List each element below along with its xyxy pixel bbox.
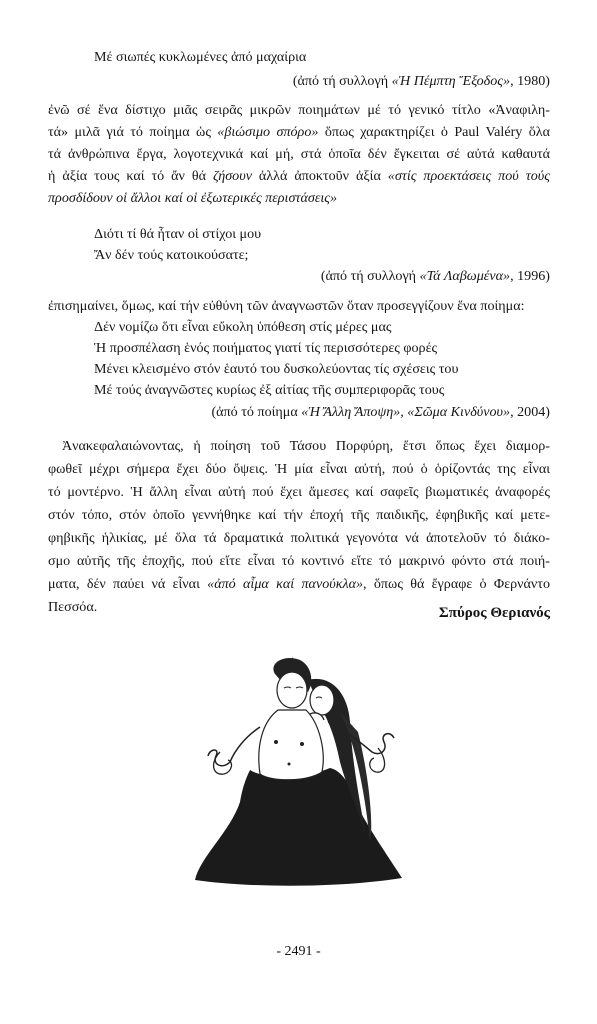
para3-line7: ματα, δέν παύει νά εἶναι «ἀπό αἷμα καί πανούκλα», ὅπως θά ἔγραφε ὁ Φερνάντο	[48, 576, 550, 592]
para1-line2: τά» μιλᾶ γιά τό ποίημα ὡς «βιώσιμο σπόρο» ὅπως χαρακτηρίζει ὁ Paul Valéry ὅλα	[48, 124, 550, 140]
quote2-verse1: Διότι τί θά ἦταν οἱ στίχοι μου	[94, 226, 262, 242]
para3-line1: Ἀνακεφαλαιώνοντας, ἡ ποίηση τοῦ Τάσου Πορφύρη, ἔτσι ὅπως ἔχει διαμορ-	[62, 438, 550, 454]
ink-illustration-two-figures	[190, 652, 405, 887]
para3-line8: Πεσσόα.	[48, 599, 98, 615]
quote3-verse2: Ἡ προσπέλαση ἑνός ποιήματος γιατί τίς περισσότερες φορές	[94, 340, 438, 356]
para1-line4: ἡ ἀξία τους καί τό ἄν θά ζήσουν ἀλλά ἀποκτοῦν ἀξία «στίς προεκτάσεις πού τούς	[48, 168, 550, 184]
para1-line3: τά ἀνθρώπινα ἔργα, λογοτεχνικά καί μή, στά ὁποῖα δέν ἔγκειται σέ αὐτά καθαυτά	[48, 146, 550, 162]
page-number: - 2491 -	[276, 944, 321, 959]
quote1-verse: Μέ σιωπές κυκλωμένες ἀπό μαχαίρια	[94, 49, 307, 65]
quote1-source: (ἀπό τή συλλογή «Ἡ Πέμπτη Ἔξοδος», 1980)	[292, 73, 550, 89]
para1-line5: προσδίδουν οἱ ἄλλοι καί οἱ ἐξωτερικές περιστάσεις»	[48, 190, 338, 206]
para3-line6: σμο αὐτῆς τῆς ἐποχῆς, πού εἴτε εἶναι τό κοντινό εἴτε τό μακρινό φόντο στά ποιή-	[48, 553, 550, 569]
para3-line5: φηβικῆς ἡλικίας, μέ ὅλα τά δραματικά πολιτικά γεγονότα νά ἀποτελοῦν τό διάκο-	[48, 530, 550, 546]
quote2-source: (ἀπό τή συλλογή «Τά Λαβωμένα», 1996)	[320, 268, 550, 284]
author-signature: Σπύρος Θεριανός	[438, 605, 550, 621]
para3-line4: στόν τόπο, στόν ὁποῖο γεννήθηκε καί τήν ἐποχή τῆς παιδικῆς, ἐφηβικῆς καί μετε-	[48, 507, 550, 523]
quote3-source: (ἀπό τό ποίημα «Ἡ Ἄλλη Ἄποψη», «Σῶμα Κινδύνου», 2004)	[211, 404, 550, 420]
quote3-verse1: Δέν νομίζω ὅτι εἶναι εὔκολη ὑπόθεση στίς μέρες μας	[94, 319, 392, 335]
quote3-verse4: Μέ τούς ἀναγνῶστες κυρίως ἐξ αἰτίας τῆς συμπεριφορᾶς τους	[94, 382, 445, 398]
quote3-verse3: Μένει κλεισμένο στόν ἑαυτό του δυσκολεύοντας τίς σχέσεις του	[94, 361, 459, 377]
para1-line1: ἐνῶ σέ ἕνα δίστιχο μιᾶς σειρᾶς μικρῶν ποιημάτων μέ τό γενικό τίτλο «Ἀναφιλη-	[48, 102, 550, 118]
para3-line3: τό μοντέρνο. Ἡ ἄλλη εἶναι αὐτή πού ἔχει ἄμεσες καί σαφεῖς βιωματικές ἀναφορές	[48, 484, 550, 500]
para2-line1: ἐπισημαίνει, ὅμως, καί τήν εὐθύνη τῶν ἀναγνωστῶν ὅταν προσεγγίζουν ἕνα ποίημα:	[48, 298, 525, 314]
para3-line2: φωθεῖ μέχρι σήμερα ἔχει δύο ὄψεις. Ἡ μία εἶναι αὐτή, πού ὁ ὁρίζοντάς της εἶναι	[48, 461, 550, 477]
quote2-verse2: Ἄν δέν τούς κατοικούσατε;	[94, 247, 249, 263]
